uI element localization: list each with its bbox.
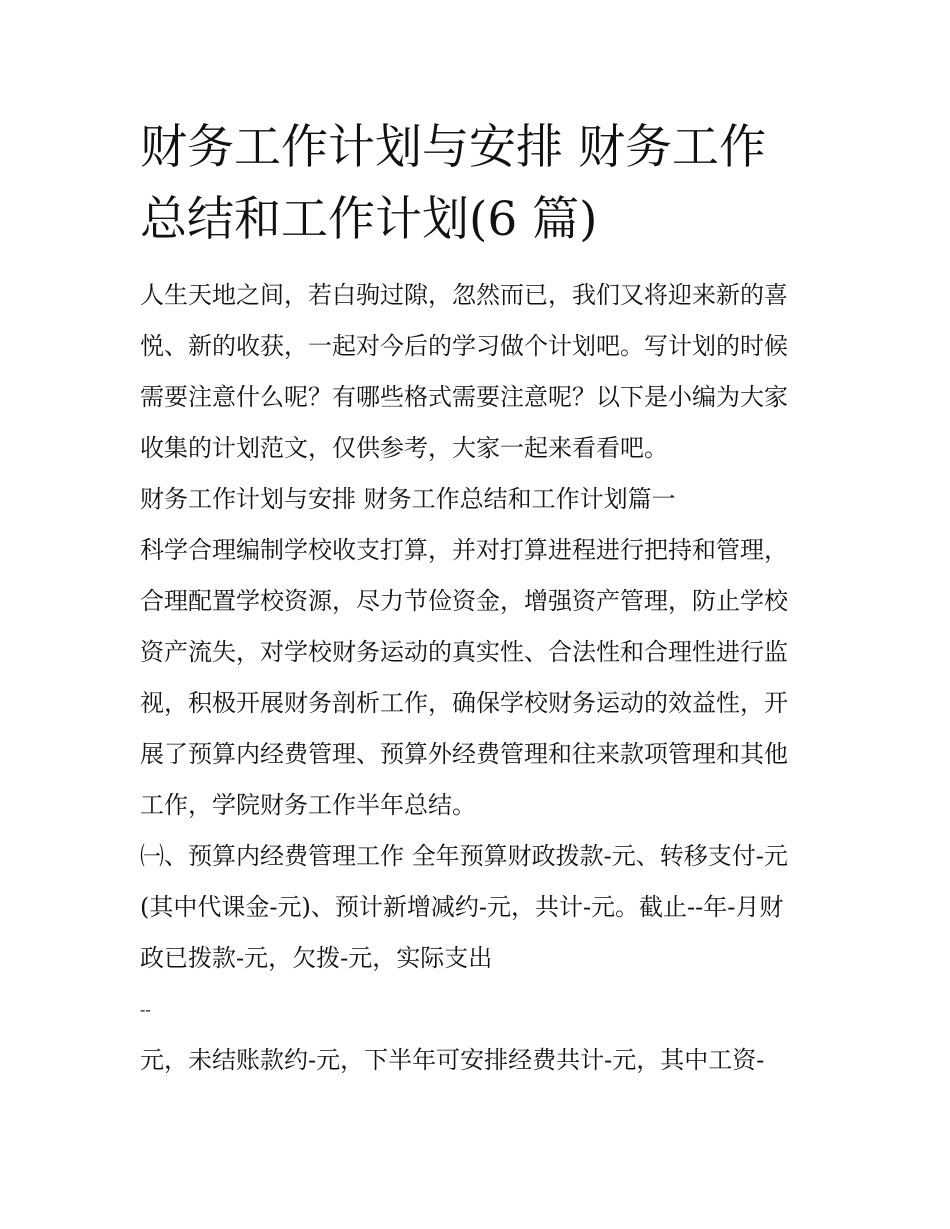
item-line: (其中代课金-元)、预计新增减约-元，共计-元。截止--年-月财 [140, 893, 784, 921]
body-line: 资产流失，对学校财务运动的真实性、合法性和合理性进行监 [140, 638, 788, 666]
dash-line: -- [140, 1000, 151, 1019]
intro-line: 收集的计划范文，仅供参考，大家一起来看看吧。 [140, 434, 668, 462]
item-paragraph [140, 831, 820, 984]
document-page [140, 112, 820, 1086]
intro-line: 人生天地之间，若白驹过隙，忽然而已，我们又将迎来新的喜 [140, 281, 788, 309]
body-line: 展了预算内经费管理、预算外经费管理和往来款项管理和其他 [140, 740, 788, 768]
body-paragraph [140, 525, 820, 831]
body-line: 视，积极开展财务剖析工作，确保学校财务运动的效益性，开 [140, 689, 788, 717]
body-line: 工作，学院财务工作半年总结。 [140, 791, 476, 819]
body-line: 科学合理编制学校收支打算，并对打算进程进行把持和管理， [140, 536, 788, 564]
intro-paragraph [140, 270, 820, 474]
item-line: ㈠、预算内经费管理工作 全年预算财政拨款-元、转移支付-元 [140, 842, 788, 870]
intro-line: 需要注意什么呢？有哪些格式需要注意呢？以下是小编为大家 [140, 383, 788, 411]
document-title [140, 112, 820, 256]
title-line-1: 财务工作计划与安排 财务工作 [140, 120, 766, 175]
title-line-2: 总结和工作计划(6 篇) [140, 192, 598, 247]
item-line: 政已拨款-元，欠拨-元，实际支出 [140, 944, 493, 972]
section-heading-text: 财务工作计划与安排 财务工作总结和工作计划篇一 [140, 485, 676, 513]
continuation-paragraph [140, 1035, 820, 1086]
body-line: 合理配置学校资源，尽力节俭资金，增强资产管理，防止学校 [140, 587, 788, 615]
continuation-line: 元，未结账款约-元，下半年可安排经费共计-元，其中工资- [140, 1046, 765, 1074]
section-heading [140, 474, 820, 525]
intro-line: 悦、新的收获，一起对今后的学习做个计划吧。写计划的时候 [140, 332, 788, 360]
